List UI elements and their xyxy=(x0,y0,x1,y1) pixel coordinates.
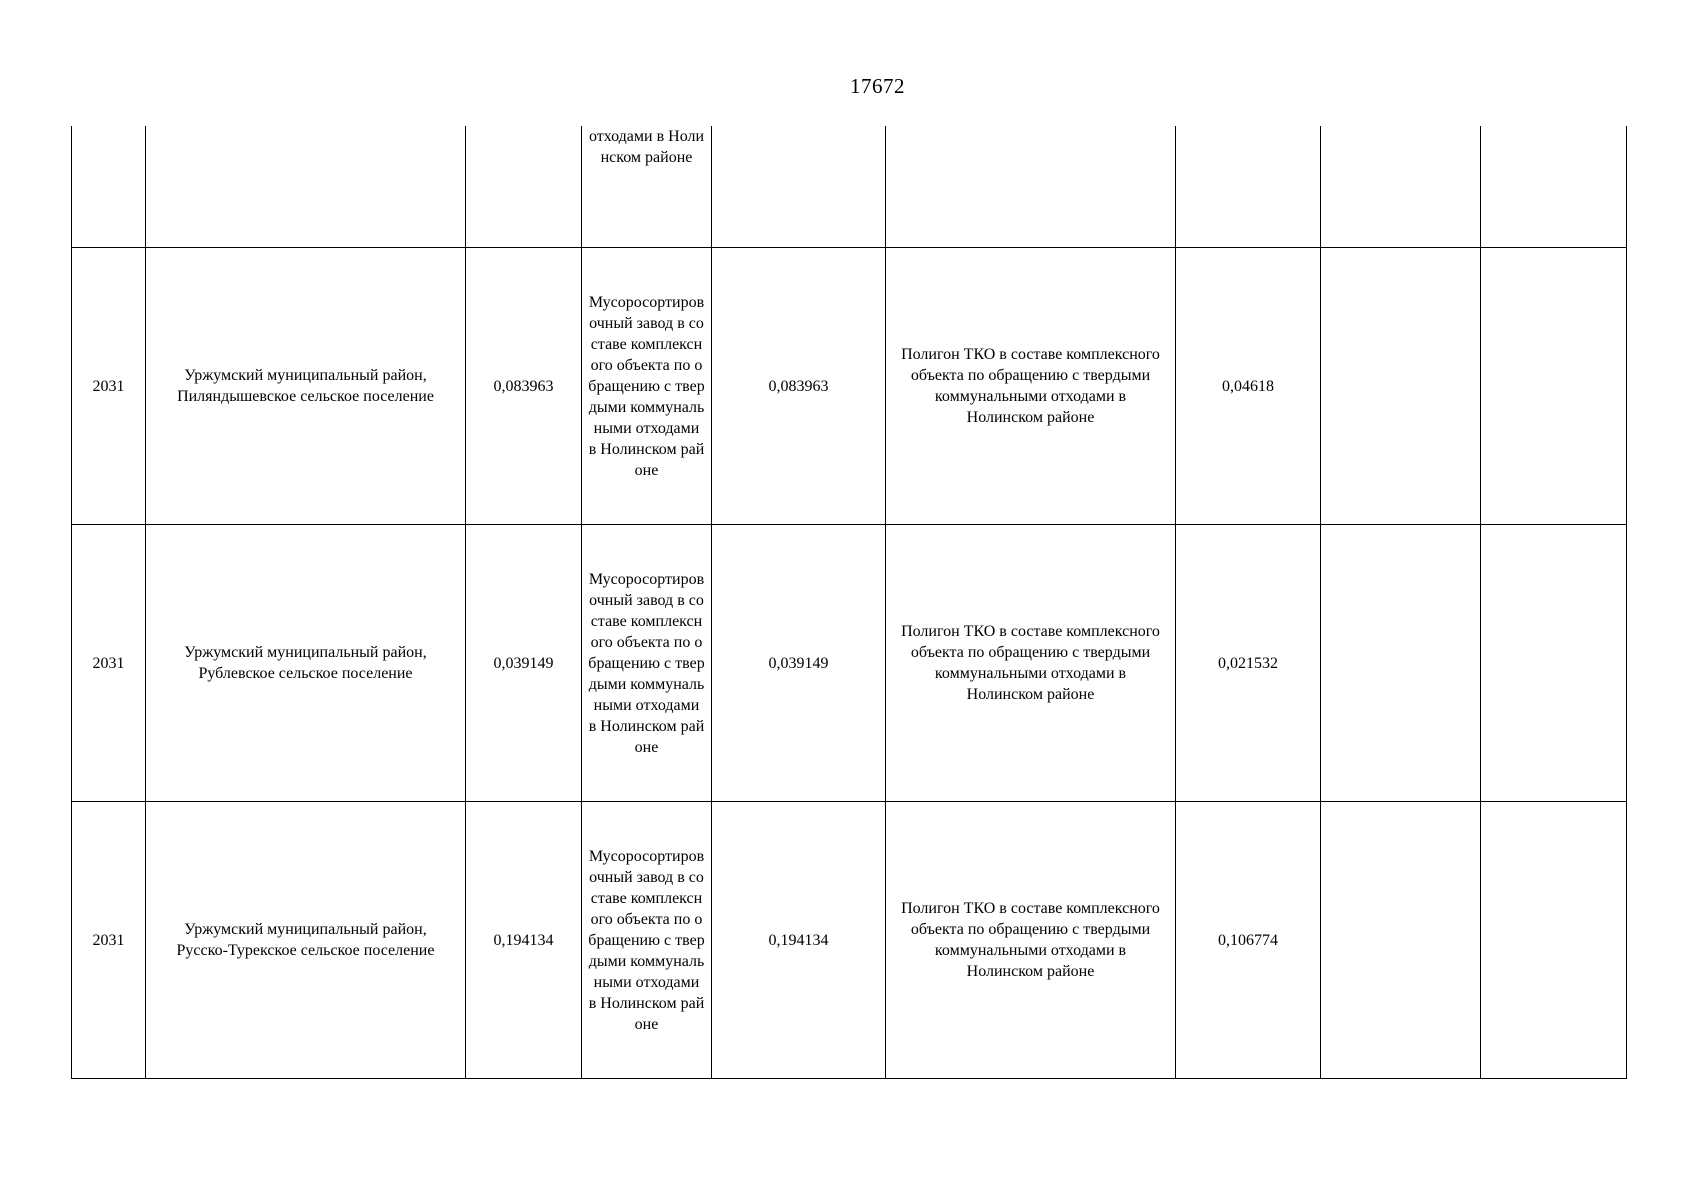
cell-year xyxy=(72,126,146,248)
cell-object1 xyxy=(582,525,712,802)
cell-year: 2031 xyxy=(72,248,146,525)
object2-text: Полигон ТКО в составе комплексного объекта по обращению с твердыми коммунальными отходами в Нолинском районе xyxy=(901,900,1160,980)
cell-extra2 xyxy=(1481,802,1627,1079)
waste-flow-table xyxy=(71,126,1627,1079)
cell-extra1 xyxy=(1321,126,1481,248)
cell-area xyxy=(146,126,466,248)
cell-object1 xyxy=(582,126,712,248)
cell-extra1 xyxy=(1321,802,1481,1079)
cell-value3: 0,04618 xyxy=(1176,248,1321,525)
area-text: Уржумский муниципальный район, Рублевское сельское поселение xyxy=(184,644,427,682)
continuation-row xyxy=(72,126,1627,248)
cell-object2 xyxy=(886,248,1176,525)
cell-year: 2031 xyxy=(72,525,146,802)
table-row xyxy=(72,525,1627,802)
cell-value3: 0,021532 xyxy=(1176,525,1321,802)
object2-text: Полигон ТКО в составе комплексного объекта по обращению с твердыми коммунальными отходами в Нолинском районе xyxy=(901,346,1160,426)
cell-object1 xyxy=(582,802,712,1079)
cell-object2 xyxy=(886,126,1176,248)
object1-text: Мусоросортировочный завод в составе комплексного объекта по обращению с твердыми коммунальными отходами в Нолинском районе xyxy=(588,293,705,479)
cell-object2 xyxy=(886,525,1176,802)
page-number: 17672 xyxy=(850,74,905,98)
table-row xyxy=(72,802,1627,1079)
object1-text: Мусоросортировочный завод в составе комплексного объекта по обращению с твердыми коммунальными отходами в Нолинском районе xyxy=(588,847,705,1033)
area-text: Уржумский муниципальный район, Русско-Турекское сельское поселение xyxy=(176,921,435,959)
cell-value1: 0,039149 xyxy=(466,525,582,802)
cell-year: 2031 xyxy=(72,802,146,1079)
object2-text: Полигон ТКО в составе комплексного объекта по обращению с твердыми коммунальными отходами в Нолинском районе xyxy=(901,623,1160,703)
cell-extra1 xyxy=(1321,248,1481,525)
cell-value2: 0,039149 xyxy=(712,525,886,802)
cell-object1 xyxy=(582,248,712,525)
cell-value2: 0,194134 xyxy=(712,802,886,1079)
object1-tail: отходами в Нолинском районе xyxy=(588,128,705,166)
cell-value2 xyxy=(712,126,886,248)
cell-extra2 xyxy=(1481,525,1627,802)
cell-value1: 0,194134 xyxy=(466,802,582,1079)
cell-value1: 0,083963 xyxy=(466,248,582,525)
cell-object2 xyxy=(886,802,1176,1079)
object1-text: Мусоросортировочный завод в составе комплексного объекта по обращению с твердыми коммунальными отходами в Нолинском районе xyxy=(588,570,705,756)
area-text: Уржумский муниципальный район, Пиляндышевское сельское поселение xyxy=(177,367,434,405)
cell-area xyxy=(146,525,466,802)
cell-area xyxy=(146,802,466,1079)
table-row xyxy=(72,248,1627,525)
cell-extra1 xyxy=(1321,525,1481,802)
cell-value3: 0,106774 xyxy=(1176,802,1321,1079)
cell-extra2 xyxy=(1481,126,1627,248)
cell-value3 xyxy=(1176,126,1321,248)
cell-extra2 xyxy=(1481,248,1627,525)
cell-value1 xyxy=(466,126,582,248)
cell-area xyxy=(146,248,466,525)
cell-value2: 0,083963 xyxy=(712,248,886,525)
